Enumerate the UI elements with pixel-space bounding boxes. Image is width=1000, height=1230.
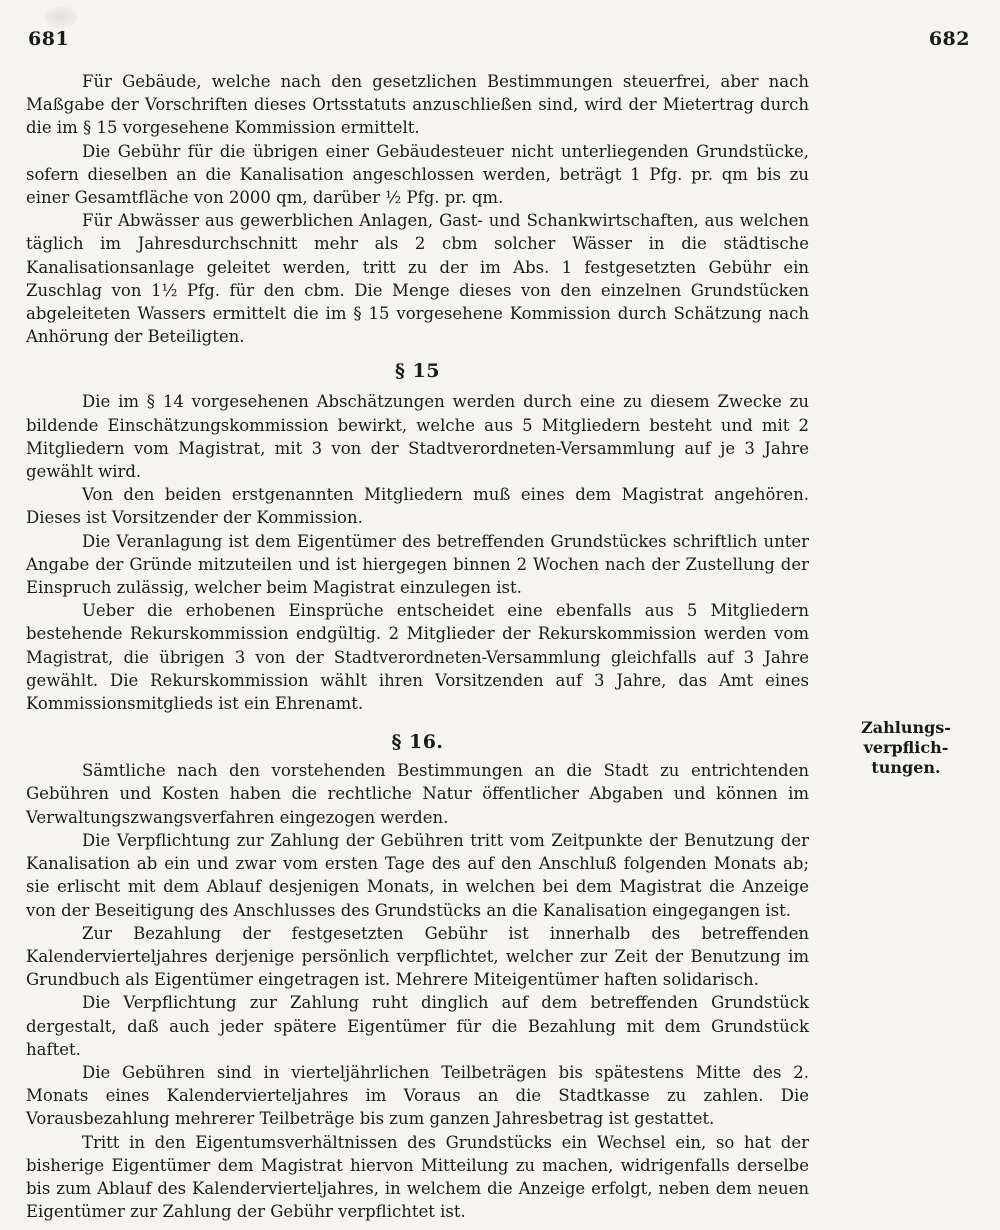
page-number-right: 682 <box>928 28 970 50</box>
section-16-paragraph: Tritt in den Eigentumsverhältnissen des Grundstücks ein Wechsel ein, so hat der bisherige Eigentümer dem Magistrat hiervon Mitteilung zu machen, widrigenfalls derselbe bis zum Ablauf des Kalendervierteljahres, in welchem die Anzeige erfolgt, neben dem neuen Eigentümer zur Zahlung der Gebühr verpflichtet ist. <box>26 1132 809 1222</box>
margin-note-line: Zahlungs- <box>861 718 951 737</box>
page-number-left: 681 <box>28 28 70 50</box>
margin-note-zahlungsverpflichtungen <box>846 718 966 778</box>
intro-paragraph: Für Abwässer aus gewerblichen Anlagen, Gast- und Schankwirtschaften, aus welchen täglich im Jahresdurchschnitt mehr als 2 cbm solcher Wässer in die städtische Kanalisationsanlage geleitet werden, tritt zu der im Abs. 1 festgesetzten Gebühr ein Zuschlag von 1½ Pfg. für den cbm. Die Menge dieses von den einzelnen Grundstücken abgeleiteten Wassers ermittelt die im § 15 vorgesehene Kommission durch Schätzung nach Anhörung der Beteiligten. <box>26 211 809 347</box>
document-body <box>26 70 809 1223</box>
section-16-paragraph: Die Verpflichtung zur Zahlung ruht dinglich auf dem betreffenden Grundstück dergestalt, daß auch jeder spätere Eigentümer für die Bezahlung mit dem Grundstück haftet. <box>26 993 809 1059</box>
section-15-paragraph: Die im § 14 vorgesehenen Abschätzungen werden durch eine zu diesem Zwecke zu bildende Einschätzungskommission bewirkt, welche aus 5 Mitgliedern besteht und mit 2 Mitgliedern vom Magistrat, mit 3 von der Stadtverordneten-Versammlung auf je 3 Jahre gewählt wird. <box>26 392 809 482</box>
margin-note-line: verpflich- <box>863 738 949 757</box>
scan-smudge <box>44 6 78 28</box>
section-15-paragraph: Ueber die erhobenen Einsprüche entscheidet eine ebenfalls aus 5 Mitgliedern bestehende Rekurskommission endgültig. 2 Mitglieder der Rekurskommission werden vom Magistrat, die übrigen 3 von der Stadtverordneten-Versammlung gleichfalls auf 3 Jahre gewählt. Die Rekurskommission wählt ihren Vorsitzenden auf 3 Jahre, das Amt eines Kommissionsmitglieds ist ein Ehrenamt. <box>26 601 809 714</box>
section-16-paragraph: Die Gebühren sind in vierteljährlichen Teilbeträgen bis spätestens Mitte des 2. Monats eines Kalendervierteljahres im Voraus an die Stadtkasse zu zahlen. Die Vorausbezahlung mehrerer Teilbeträge bis zum ganzen Jahresbetrag ist gestattet. <box>26 1062 809 1129</box>
section-15-heading: § 15 <box>395 360 440 383</box>
section-16-paragraph: Die Verpflichtung zur Zahlung der Gebühren tritt vom Zeitpunkte der Benutzung der Kanalisation ab ein und zwar vom ersten Tage des auf den Anschluß folgenden Monats ab; sie erlischt mit dem Ablauf desjenigen Monats, in welchen bei dem Magistrat die Anzeige von der Beseitigung des Anschlusses des Grundstücks an die Kanalisation eingegangen ist. <box>26 830 809 920</box>
intro-paragraph: Die Gebühr für die übrigen einer Gebäudesteuer nicht unterliegenden Grundstücke, sofern dieselben an die Kanalisation angeschlossen werden, beträgt 1 Pfg. pr. qm bis zu einer Gesamtfläche von 2000 qm, darüber ½ Pfg. pr. qm. <box>26 141 809 208</box>
section-15-paragraph: Von den beiden erstgenannten Mitgliedern muß eines dem Magistrat angehören. Dieses ist Vorsitzender der Kommission. <box>26 485 809 528</box>
section-15-paragraph: Die Veranlagung ist dem Eigentümer des betreffenden Grundstückes schriftlich unter Angabe der Gründe mitzuteilen und ist hiergegen binnen 2 Wochen nach der Zustellung der Einspruch zulässig, welcher beim Magistrat einzulegen ist. <box>26 531 809 598</box>
intro-paragraph: Für Gebäude, welche nach den gesetzlichen Bestimmungen steuerfrei, aber nach Maßgabe der Vorschriften dieses Ortsstatuts anzuschließen sind, wird der Mietertrag durch die im § 15 vorgesehene Kommission ermittelt. <box>26 72 809 138</box>
section-16-paragraph: Sämtliche nach den vorstehenden Bestimmungen an die Stadt zu entrichtenden Gebühren und Kosten haben die rechtliche Natur öffentlicher Abgaben und können im Verwaltungszwangsverfahren eingezogen werden. <box>26 761 809 827</box>
section-16-paragraph: Zur Bezahlung der festgesetzten Gebühr ist innerhalb des betreffenden Kalendervierteljahres derjenige persönlich verpflichtet, welcher zur Zeit der Benutzung im Grundbuch als Eigentümer eingetragen ist. Mehrere Miteigentümer haften solidarisch. <box>26 923 809 990</box>
section-16-heading: § 16. <box>391 731 444 754</box>
margin-note-line: tungen. <box>871 758 941 777</box>
